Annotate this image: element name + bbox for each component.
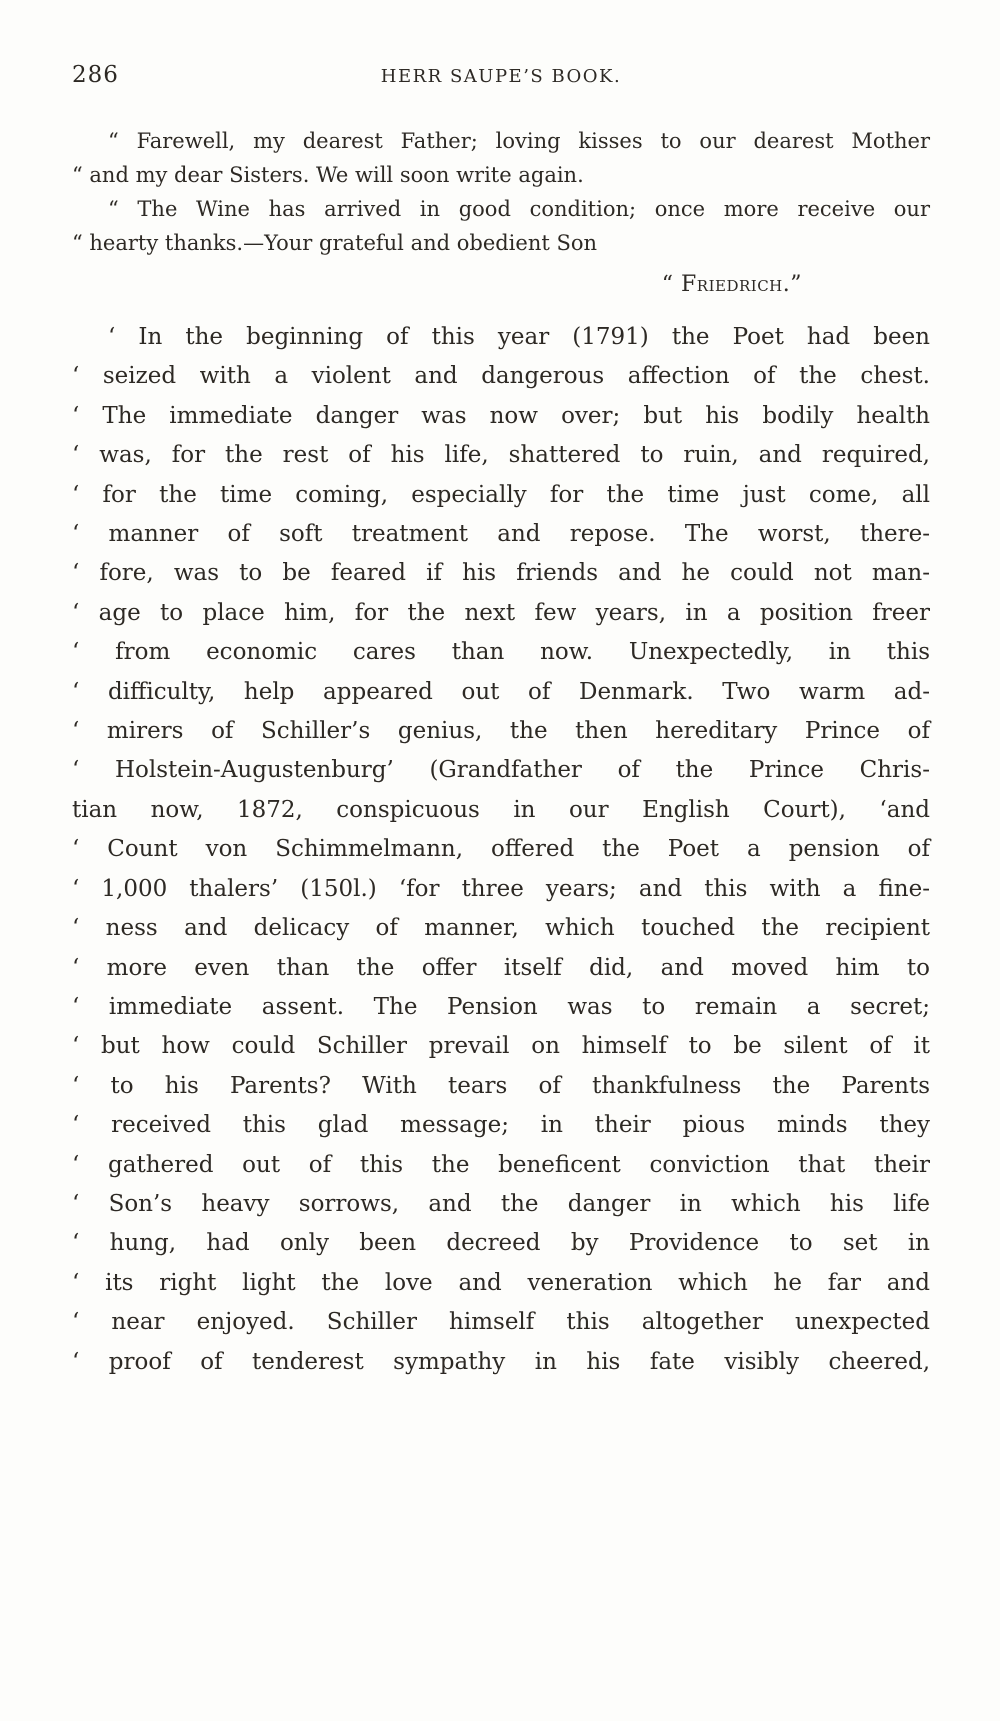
- text-line: ‘ ness and delicacy of manner, which touched the recipient: [72, 915, 930, 942]
- text-line: ‘ proof of tenderest sympathy in his fate visibly cheered,: [72, 1348, 930, 1375]
- text-line: ‘ Holstein-Augustenburg’ (Grandfather of the Prince Chris-: [72, 757, 930, 784]
- text-line: ‘ its right light the love and veneration which he far and: [72, 1269, 930, 1296]
- text-line: tian now, 1872, conspicuous in our English Court), ‘and: [72, 796, 930, 823]
- text-line: “ Farewell, my dearest Father; loving kisses to our dearest Mother: [108, 129, 930, 153]
- page-number: 286: [72, 62, 119, 88]
- text-line: ‘ from economic cares than now. Unexpectedly, in this: [72, 639, 930, 666]
- text-line: ‘ Son’s heavy sorrows, and the danger in which his life: [72, 1190, 930, 1217]
- text-line: ‘ manner of soft treatment and repose. The worst, there-: [72, 521, 930, 548]
- letter-excerpt: [72, 124, 930, 302]
- text-line: ‘ mirers of Schiller’s genius, the then hereditary Prince of: [72, 718, 930, 745]
- text-line: ‘ 1,000 thalers’ (150l.) ‘for three years; and this with a fine-: [72, 875, 930, 902]
- text-line: ‘ age to place him, for the next few years, in a position freer: [72, 599, 930, 626]
- text-line: ‘ difficulty, help appeared out of Denmark. Two warm ad-: [72, 678, 930, 705]
- main-paragraph: [72, 318, 930, 1382]
- text-line: ‘ but how could Schiller prevail on himself to be silent of it: [72, 1033, 930, 1060]
- text-line: ‘ to his Parents? With tears of thankfulness the Parents: [72, 1072, 930, 1099]
- text-line: ‘ was, for the rest of his life, shattered to ruin, and required,: [72, 442, 930, 469]
- text-line: ‘ Count von Schimmelmann, offered the Poet a pension of: [72, 836, 930, 863]
- text-line: “ The Wine has arrived in good condition; once more receive our: [108, 197, 930, 221]
- text-line: ‘ gathered out of this the beneficent conviction that their: [72, 1151, 930, 1178]
- text-line: ‘ received this glad message; in their pious minds they: [72, 1112, 930, 1139]
- running-head: HERR SAUPE’S BOOK.: [380, 66, 622, 87]
- text-line: ‘ hung, had only been decreed by Providence to set in: [72, 1230, 930, 1257]
- text-line: ‘ for the time coming, especially for the time just come, all: [72, 481, 930, 508]
- text-line: ‘ near enjoyed. Schiller himself this altogether unexpected: [72, 1309, 930, 1336]
- text-line: ‘ fore, was to be feared if his friends and he could not man-: [72, 560, 930, 587]
- text-line: “ and my dear Sisters. We will soon write again.: [72, 163, 584, 187]
- text-line: ‘ The immediate danger was now over; but his bodily health: [72, 402, 930, 429]
- text-line: ‘ more even than the offer itself did, and moved him to: [72, 954, 930, 981]
- page-header: [72, 62, 930, 92]
- text-line: ‘ immediate assent. The Pension was to remain a secret;: [72, 993, 930, 1020]
- letter-signature: “ Friedrich.”: [661, 272, 802, 297]
- text-line: ‘ seized with a violent and dangerous affection of the chest.: [72, 363, 930, 390]
- text-line: ‘ In the beginning of this year (1791) the Poet had been: [108, 324, 930, 350]
- text-line: “ hearty thanks.—Your grateful and obedient Son: [72, 231, 598, 255]
